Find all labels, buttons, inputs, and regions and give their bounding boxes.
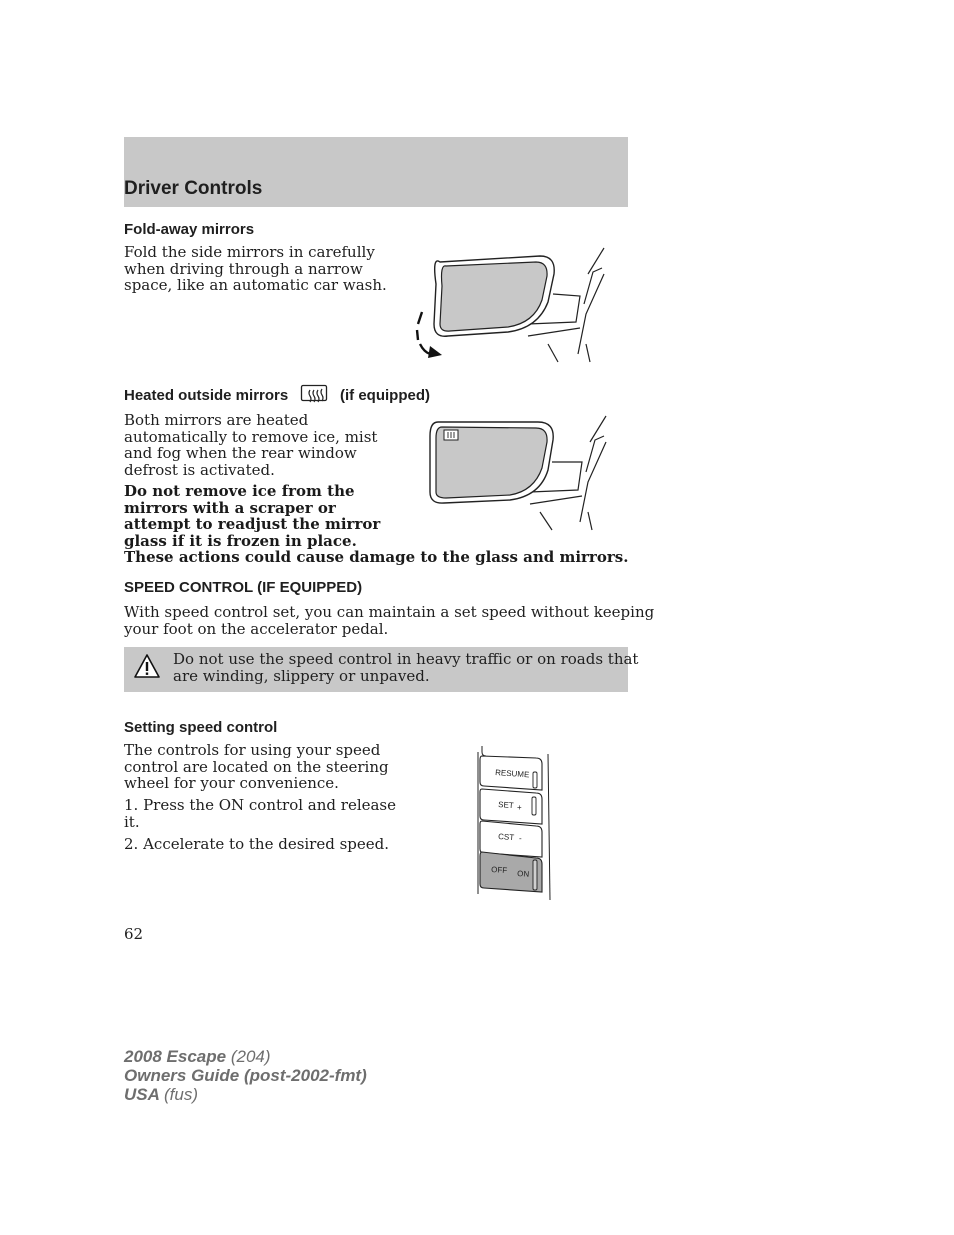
off-on-button bbox=[480, 852, 542, 892]
cst-minus-label: - bbox=[519, 834, 522, 843]
footer-market-code: (fus) bbox=[164, 1085, 198, 1104]
step-1-text: 1. Press the ON control and release it. bbox=[124, 796, 397, 831]
section-title: Driver Controls bbox=[124, 178, 263, 199]
set-plus-label: + bbox=[517, 803, 522, 812]
heated-mirrors-caution: Do not remove ice from the mirrors with a scraper or attempt to readjust the mirror glass if it is frozen in place. These actions could cause damage to the glass and mirrors. bbox=[124, 482, 629, 566]
footer-guide: Owners Guide (post-2002-fmt) bbox=[124, 1066, 367, 1085]
heated-mirrors-heading-suffix: (if equipped) bbox=[340, 387, 430, 404]
off-label: OFF bbox=[490, 865, 508, 876]
warning-text: Do not use the speed control in heavy traffic or on roads that are winding, slippery or unpaved. bbox=[173, 650, 639, 685]
fold-mirrors-text: Fold the side mirrors in carefully when driving through a narrow space, like an automatic car wash. bbox=[124, 243, 387, 294]
speed-control-title: SPEED CONTROL (IF EQUIPPED) bbox=[124, 579, 363, 596]
fold-mirror-illustration bbox=[408, 244, 608, 366]
heated-mirrors-heading: Heated outside mirrors bbox=[124, 387, 289, 404]
speed-control-text: With speed control set, you can maintain a set speed without keeping your foot on the accelerator pedal. bbox=[124, 603, 655, 638]
cst-label: CST bbox=[497, 832, 515, 843]
footer-model-code: (204) bbox=[230, 1047, 271, 1066]
setting-speed-heading: Setting speed control bbox=[124, 719, 278, 736]
fold-mirrors-heading: Fold-away mirrors bbox=[124, 221, 255, 238]
step-2-text: 2. Accelerate to the desired speed. bbox=[124, 835, 390, 853]
set-label: SET bbox=[497, 800, 515, 811]
rear-defrost-icon bbox=[300, 384, 328, 408]
resume-label: RESUME bbox=[494, 768, 530, 780]
on-label: ON bbox=[516, 869, 530, 879]
page-number: 62 bbox=[124, 925, 144, 943]
footer-market: USA bbox=[124, 1085, 160, 1104]
speed-control-buttons-illustration bbox=[474, 744, 556, 904]
footer-model: 2008 Escape bbox=[124, 1047, 227, 1066]
footer bbox=[124, 1047, 367, 1104]
warning-triangle-icon bbox=[133, 653, 161, 679]
heated-mirror-illustration bbox=[420, 412, 610, 534]
setting-speed-text: The controls for using your speed control are located on the steering wheel for your convenience. bbox=[124, 741, 389, 792]
heated-mirrors-text: Both mirrors are heated automatically to remove ice, mist and fog when the rear window defrost is activated. bbox=[124, 411, 378, 479]
